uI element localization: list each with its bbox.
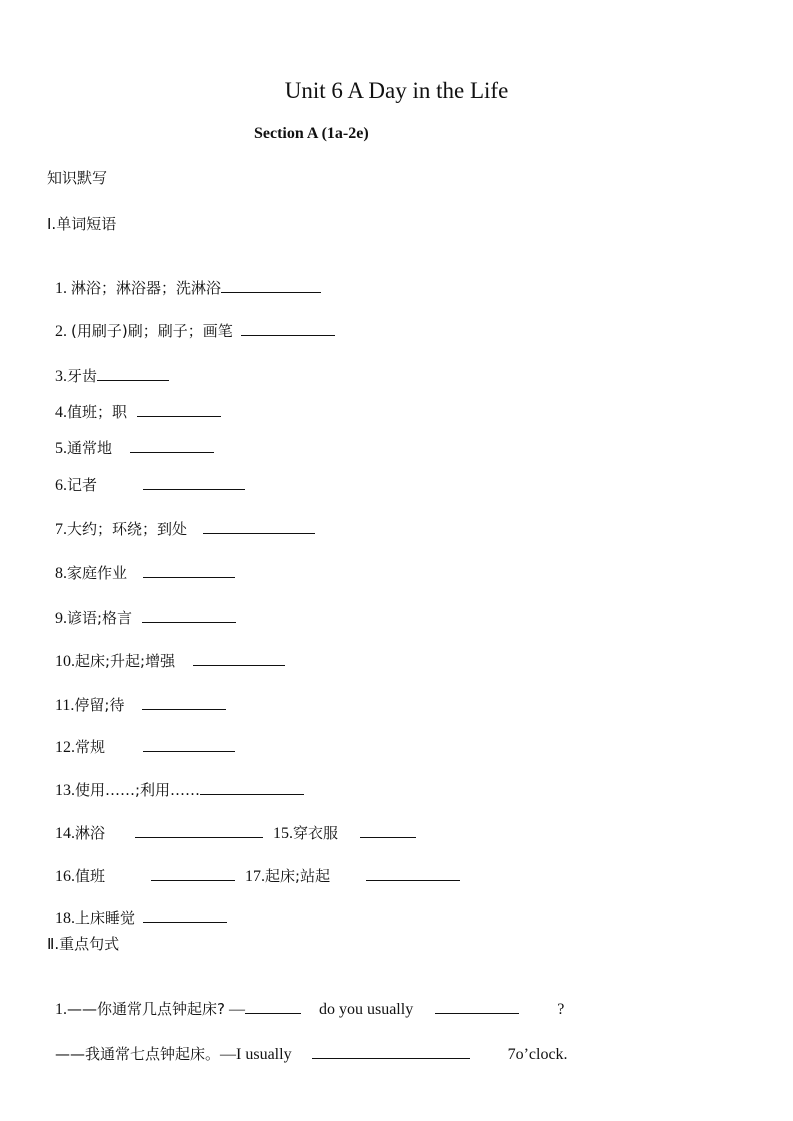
list-item: 8.家庭作业 [47, 543, 235, 583]
list-item: 12.常规 [47, 717, 235, 757]
list-item: 9.谚语;格言 [47, 588, 236, 628]
answer-blank[interactable] [435, 997, 519, 1014]
worksheet-title: Unit 6 A Day in the Life [284, 78, 509, 103]
list-item: 16.值班 17.起床;站起 [47, 846, 460, 886]
answer-blank[interactable] [142, 606, 236, 623]
list-item: 1. 淋浴；淋浴器；洗淋浴 [47, 258, 321, 298]
list-item: 5.通常地 [47, 418, 214, 458]
list-item: 13.使用……;利用…… [47, 760, 304, 800]
list-item: 6.记者 [47, 455, 245, 495]
list-item: 3.牙齿 [47, 346, 169, 386]
answer-blank[interactable] [135, 821, 263, 838]
answer-blank[interactable] [312, 1042, 470, 1059]
answer-blank[interactable] [221, 276, 321, 293]
answer-blank[interactable] [193, 649, 285, 666]
answer-blank[interactable] [143, 735, 235, 752]
answer-blank[interactable] [143, 906, 227, 923]
answer-blank[interactable] [366, 864, 460, 881]
answer-blank[interactable] [143, 473, 245, 490]
answer-blank[interactable] [360, 821, 416, 838]
list-item: 11.停留;待 [47, 675, 226, 715]
sentence-answer: ——我通常七点钟起床。—I usually 7o’clock. [47, 1024, 568, 1064]
answer-blank[interactable] [143, 561, 235, 578]
list-item: 4.值班；职 [47, 382, 221, 422]
answer-blank[interactable] [241, 319, 335, 336]
list-item: 2. (用刷子)刷；刷子；画笔 [47, 301, 335, 341]
answer-blank[interactable] [97, 364, 169, 381]
section-subtitle: Section A (1a-2e) [254, 125, 369, 142]
list-item: 7.大约；环绕；到处 [47, 499, 315, 539]
answer-blank[interactable] [200, 778, 304, 795]
sentence-question: 1.——你通常几点钟起床? — do you usually ? [47, 979, 564, 1019]
part1-heading: Ⅰ.单词短语 [47, 215, 117, 233]
answer-blank[interactable] [245, 997, 301, 1014]
answer-blank[interactable] [203, 517, 315, 534]
answer-blank[interactable] [151, 864, 235, 881]
list-item: 10.起床;升起;增强 [47, 631, 285, 671]
knowledge-heading: 知识默写 [47, 169, 108, 187]
answer-blank[interactable] [142, 693, 226, 710]
list-item: 14.淋浴 15.穿衣服 [47, 803, 416, 843]
list-item: 18.上床睡觉 [47, 888, 227, 928]
part2-heading: Ⅱ.重点句式 [47, 935, 120, 953]
answer-blank[interactable] [130, 436, 214, 453]
answer-blank[interactable] [137, 400, 221, 417]
